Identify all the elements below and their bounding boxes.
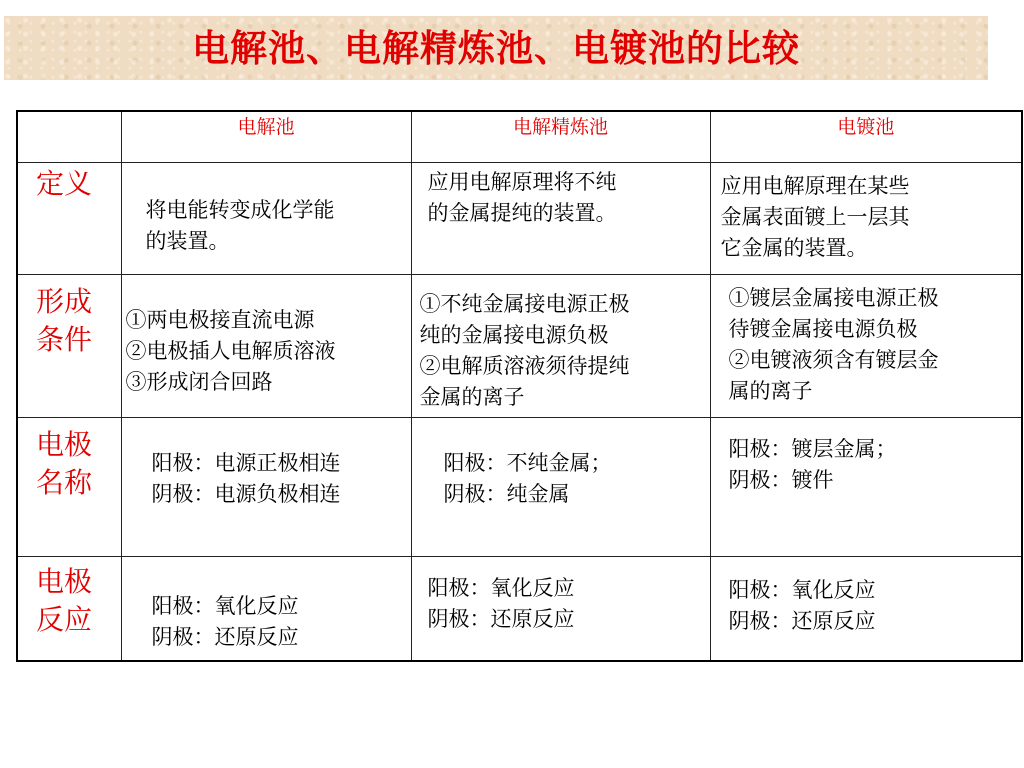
row-label-cell bbox=[17, 275, 121, 418]
table-cell bbox=[121, 557, 411, 661]
title-banner bbox=[4, 16, 988, 80]
cell-text: 阳极：氧化反应 阴极：还原反应 bbox=[427, 576, 575, 631]
table-cell bbox=[710, 275, 1022, 418]
cell-text: ①镀层金属接电源正极 待镀金属接电源负极 ②电镀液须含有镀层金 属的离子 bbox=[728, 286, 939, 403]
cell-text: 阳极：镀层金属； 阴极：镀件 bbox=[728, 437, 897, 492]
table-cell bbox=[121, 418, 411, 557]
cell-text: 应用电解原理将不纯 的金属提纯的装置。 bbox=[427, 170, 617, 225]
cell-text: 应用电解原理在某些 金属表面镀上一层其 它金属的装置。 bbox=[720, 174, 910, 260]
cell-text: 阳极：氧化反应 阴极：还原反应 bbox=[728, 578, 876, 633]
table-row-electrode-reactions bbox=[17, 557, 1022, 661]
row-label-conditions: 形成 条件 bbox=[36, 285, 93, 356]
cell-text: ①不纯金属接电源正极 纯的金属接电源负极 ②电解质溶液须待提纯 金属的离子 bbox=[419, 292, 630, 409]
table-cell bbox=[411, 163, 710, 275]
cell-text: 将电能转变成化学能 的装置。 bbox=[145, 198, 335, 253]
table-cell bbox=[121, 275, 411, 418]
table-cell bbox=[411, 275, 710, 418]
table-cell bbox=[411, 557, 710, 661]
table-cell bbox=[121, 163, 411, 275]
row-label-definition: 定义 bbox=[36, 167, 93, 200]
row-label-electrode-reactions: 电极 反应 bbox=[36, 565, 93, 636]
cell-text: 阳极：电源正极相连 阴极：电源负极相连 bbox=[151, 451, 341, 506]
table-row-conditions bbox=[17, 275, 1022, 418]
table-row-electrode-names bbox=[17, 418, 1022, 557]
header-refining-cell: 电解精炼池 bbox=[411, 111, 710, 163]
table-cell bbox=[710, 163, 1022, 275]
cell-text: 阳极：氧化反应 阴极：还原反应 bbox=[151, 594, 299, 649]
cell-text: ①两电极接直流电源 ②电极插人电解质溶液 ③形成闭合回路 bbox=[125, 308, 336, 394]
table-cell bbox=[710, 418, 1022, 557]
header-plating-cell: 电镀池 bbox=[710, 111, 1022, 163]
page-title: 电解池、电解精炼池、电镀池的比较 bbox=[192, 26, 800, 70]
cell-text: 阳极：不纯金属； 阴极：纯金属 bbox=[443, 451, 612, 506]
header-electrolytic-cell: 电解池 bbox=[121, 111, 411, 163]
row-label-electrode-names: 电极 名称 bbox=[36, 428, 93, 499]
row-label-cell bbox=[17, 163, 121, 275]
row-label-cell bbox=[17, 557, 121, 661]
header-corner bbox=[17, 111, 121, 163]
header-row bbox=[17, 111, 1022, 163]
comparison-table bbox=[16, 110, 1023, 662]
table-cell bbox=[710, 557, 1022, 661]
table-row-definition bbox=[17, 163, 1022, 275]
table-cell bbox=[411, 418, 710, 557]
row-label-cell bbox=[17, 418, 121, 557]
